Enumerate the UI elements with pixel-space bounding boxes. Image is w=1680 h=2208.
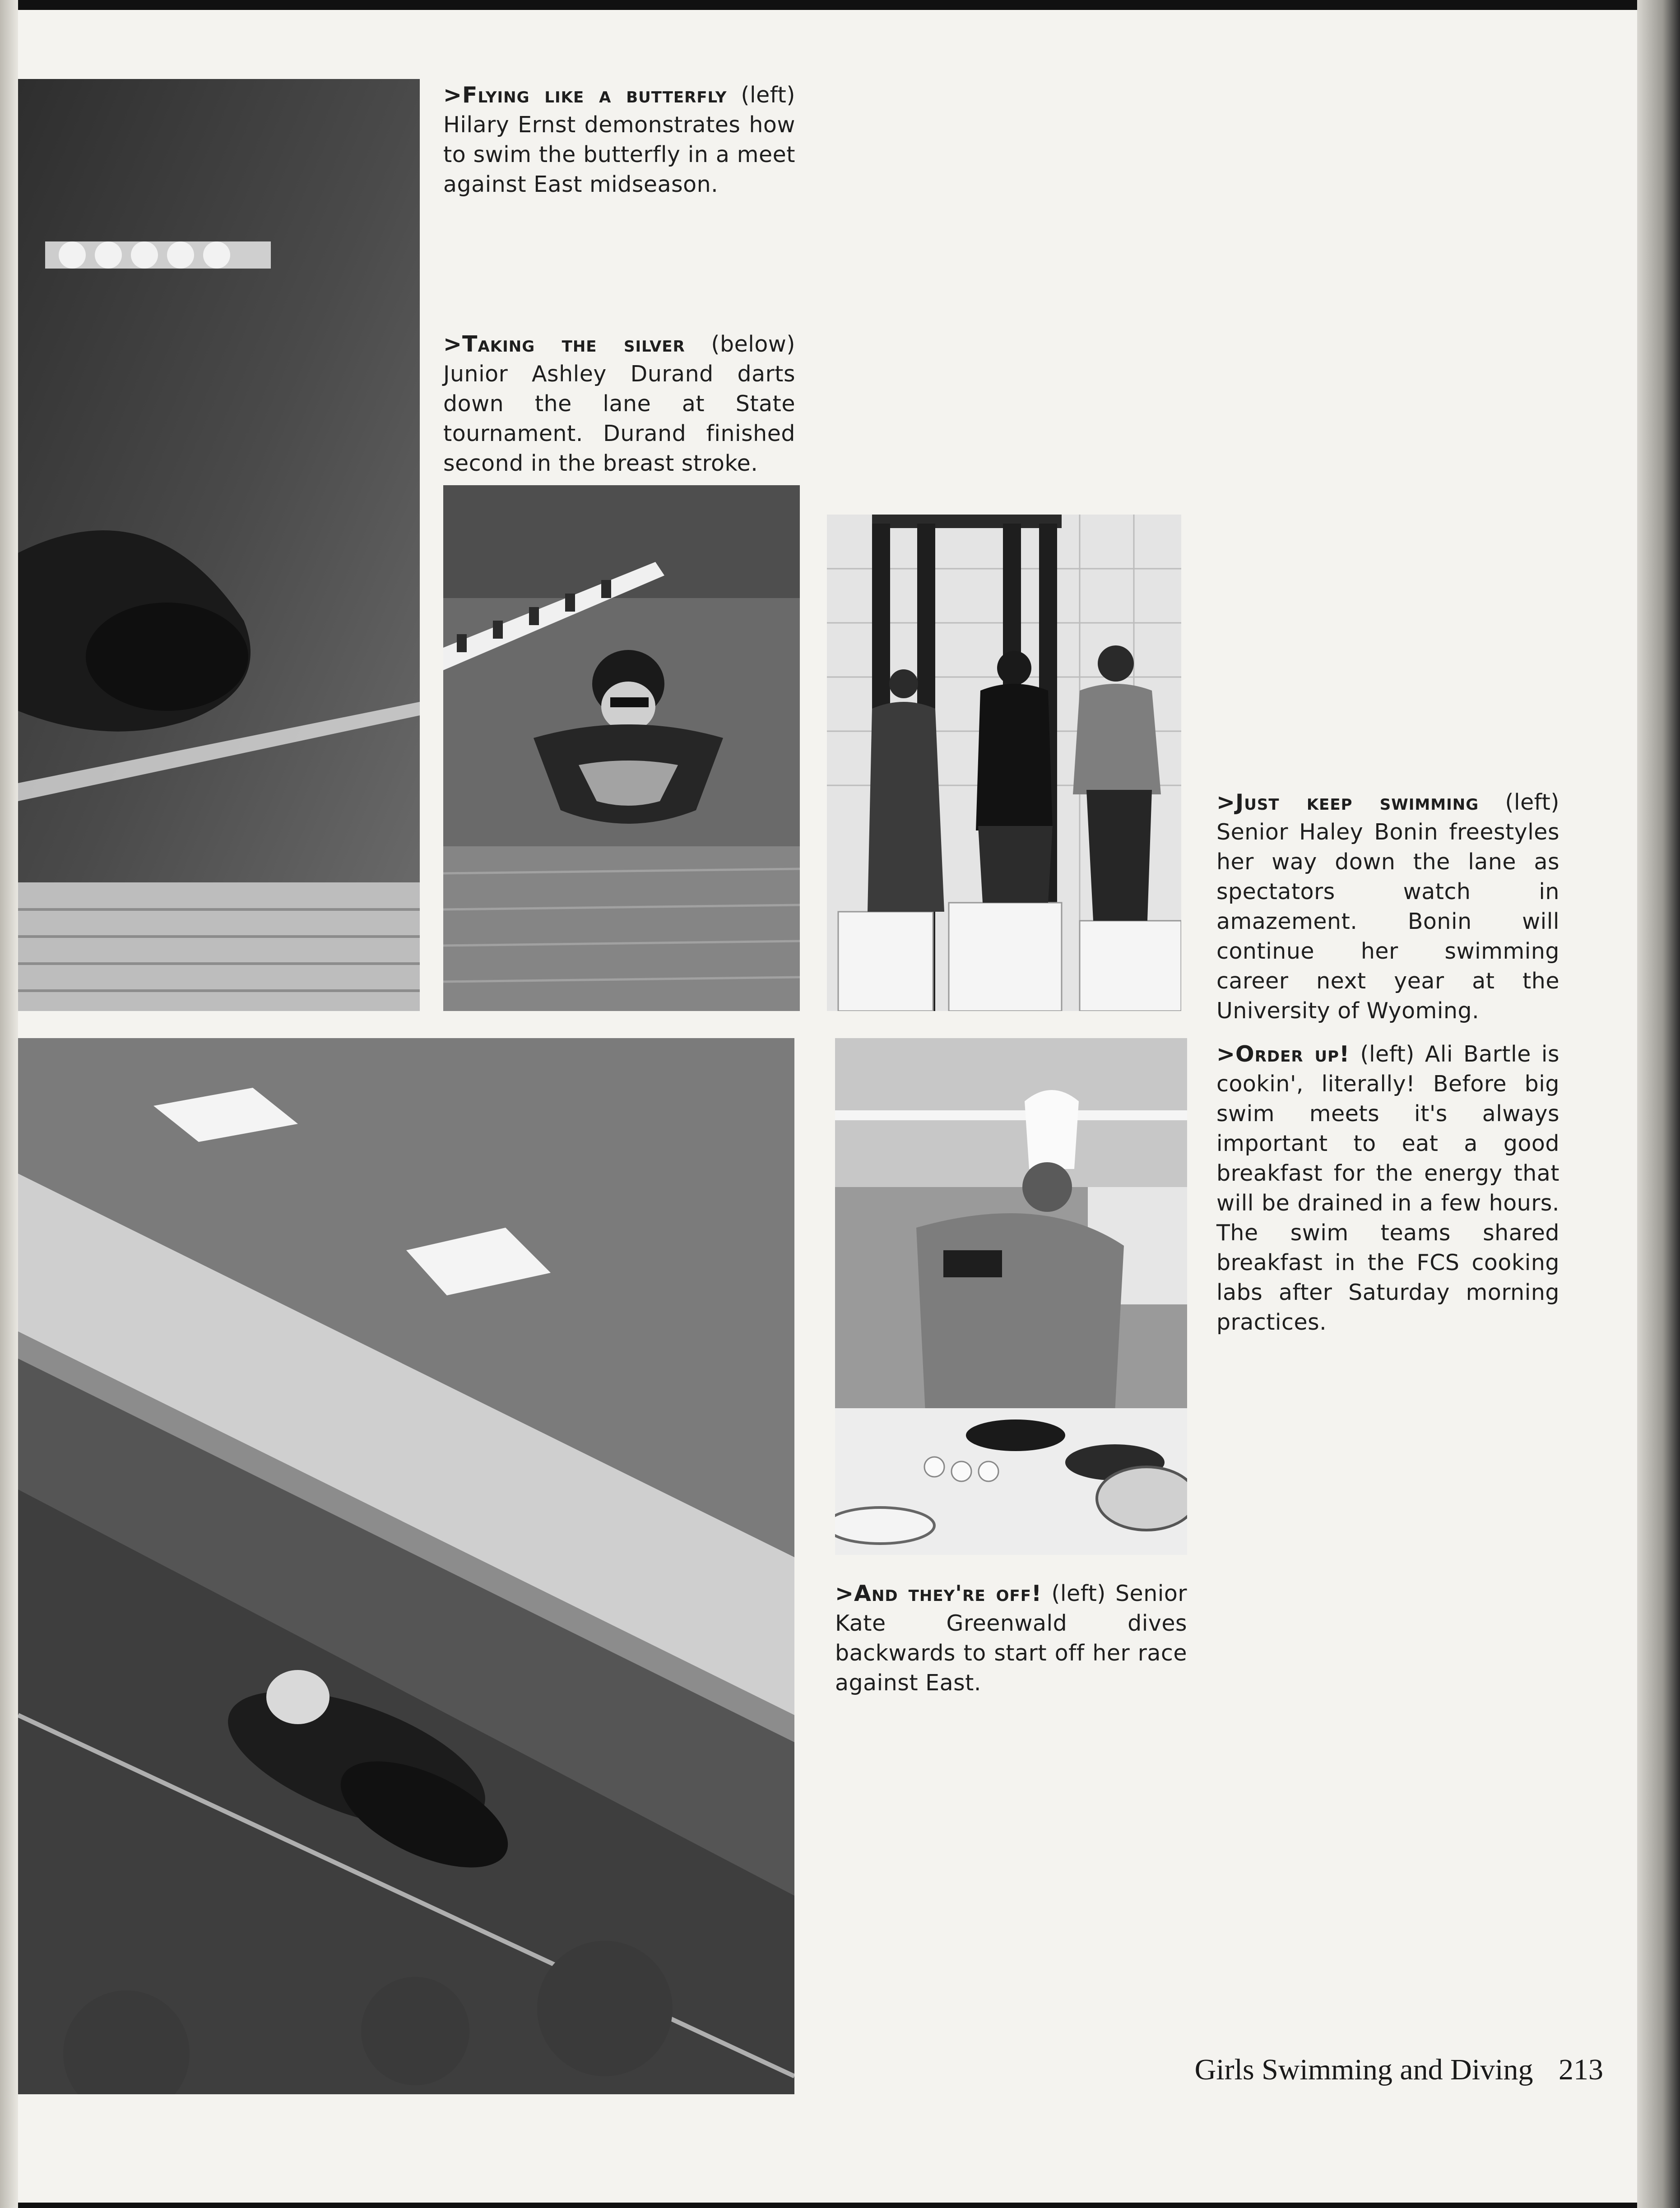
caption-heading: >Taking the silver [443, 331, 685, 357]
page-edge-right [1637, 0, 1680, 2208]
caption-direction: (left) [1051, 1581, 1106, 1606]
caption-order-up [1216, 1039, 1559, 1337]
caption-heading: >Order up! [1216, 1041, 1350, 1067]
caption-direction: (left) [1505, 789, 1560, 815]
caption-text: Senior Haley Bonin freestyles her way down the lane as spectators watch in amazement. Bonin will continue her swimming career next year at the University of Wyoming. [1216, 819, 1559, 1024]
photo-backstroke-start [18, 1038, 794, 2094]
photo-breaststroke-swimmer [443, 485, 800, 1011]
caption-text: Ali Bartle is cookin', literally! Before big swim meets it's always important to eat a good breakfast for the energy that will be drained in a few hours. The swim teams shared breakfast in the FCS cooking labs after Saturday morning practices. [1216, 1041, 1559, 1335]
page-gutter-left [0, 0, 18, 2208]
caption-direction: (left) [1360, 1041, 1415, 1067]
caption-heading: >Just keep swimming [1216, 789, 1479, 815]
caption-text: Junior Ashley Durand darts down the lane at State tournament. Durand finished second in the breast stroke. [443, 361, 795, 476]
page-number: 213 [1559, 2053, 1603, 2086]
caption-theyre-off [835, 1579, 1187, 1698]
section-title: Girls Swimming and Diving [1194, 2053, 1533, 2086]
caption-keep-swimming [1216, 788, 1559, 1026]
caption-butterfly [443, 80, 795, 199]
page-footer [1195, 2053, 1603, 2087]
caption-text: Senior Kate Greenwald dives backwards to start off her race against East. [835, 1581, 1187, 1696]
caption-direction: (below) [711, 331, 795, 357]
caption-silver [443, 329, 795, 478]
caption-heading: >And they're off! [835, 1581, 1042, 1606]
caption-direction: (left) [741, 82, 796, 108]
caption-heading: >Flying like a butterfly [443, 82, 727, 108]
caption-text: Hilary Ernst demonstrates how to swim the butterfly in a meet against East midseason. [443, 112, 795, 197]
photo-cooking-breakfast [835, 1038, 1187, 1555]
photo-podium-ceremony [827, 515, 1181, 1011]
photo-butterfly-swimmer [18, 79, 420, 1011]
